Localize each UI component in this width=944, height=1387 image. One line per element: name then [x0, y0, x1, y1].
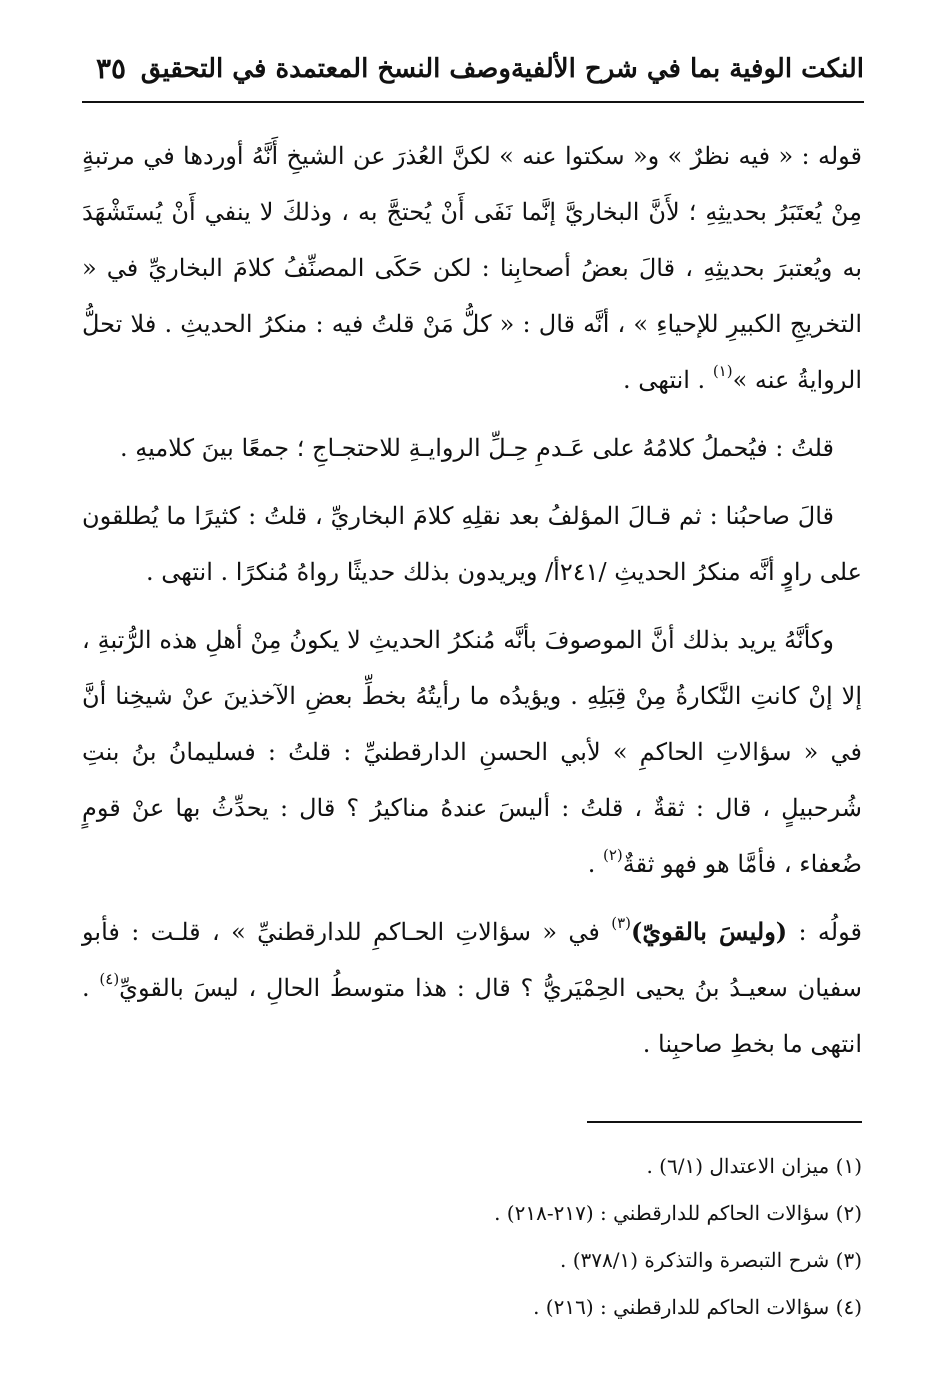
- paragraph-5: [82, 900, 862, 1072]
- paragraph-5-text: في « سؤالاتِ الحـاكمِ للدارقطنيِّ » ، قلـت : فأبو سفيان سعيـدُ بنُ يحيى الحِمْيَريُّ ؟ قال : هذا متوسطُ الحالِ ، ليسَ بالقويِّ: [82, 918, 862, 1002]
- page-number: ٣٥: [96, 52, 127, 85]
- paragraph-3: [82, 484, 862, 600]
- footnote-3: (٣) شرح التبصرة والتذكرة (٣٧٨/١) .: [559, 1248, 862, 1272]
- paragraph-2: [82, 416, 862, 476]
- quoted-term: (وليسَ بالقويّ): [631, 917, 788, 946]
- paragraph-3-text: قالَ صاحبُنا : ثم قـالَ المؤلفُ بعد نقلِهِ كلامَ البخاريِّ ، قلتُ : كثيرًا ما يُطلقون على راوٍ أنَّه منكرُ الحديثِ /٢٤١أ/ ويريدون بذلك حديثًا رواهُ مُنكرًا . انتهى .: [82, 502, 862, 586]
- footnote-1: (١) ميزان الاعتدال (٦/١) .: [646, 1154, 862, 1178]
- footnote-ref-1: (١): [712, 362, 733, 380]
- footnote-ref-2: (٢): [603, 846, 623, 864]
- footnotes: [82, 1143, 862, 1331]
- paragraph-4-text: وكأنَّهُ يريد بذلك أنَّ الموصوفَ بأنَّه مُنكرُ الحديثِ لا يكونُ مِنْ أهلِ هذه الرُّتبةِ ، إلا إنْ كانتِ النَّكارةُ مِنْ قِبَلِهِ . ويؤيدُه ما رأيتُهُ بخطِّ بعضِ الآخذينَ عنْ شيخِنا أنَّ في « سؤالاتِ الحاكمِ » لأبي الحسنِ الدارقطنيِّ : قلتُ : فسليمانُ بنُ بنتِ شُرحبيلٍ ، قال : ثقةٌ ، قلتُ : أليسَ عندهُ مناكيرُ ؟ قال : يحدِّثُ بها عنْ قومٍ ضُعفاء ، فأمَّا هو فهو ثقةٌ: [82, 626, 862, 878]
- paragraph-1-text: قوله : « فيه نظرٌ » و« سكتوا عنه » لكنَّ العُذرَ عن الشيخِ أَنَّهُ أوردها في مرتبةٍ مِنْ يُعتَبَرُ بحديثِهِ ؛ لأَنَّ البخاريَّ إنَّما نَفَى أَنْ يُحتجَّ به ، وذلكَ لا ينفي أَنْ يُستَشْهَدَ به ويُعتبرَ بحديثِهِ ، قالَ بعضُ أصحابِنا : لكن حَكَى المصنِّفُ كلامَ البخاريِّ في « التخريجِ الكبيرِ للإحياءِ » ، أنَّه قال : « كلُّ مَنْ قلتُ فيه : منكرُ الحديثِ . فلا تحلُّ الروايةُ عنه »: [82, 142, 862, 394]
- footnote-ref-3: (٣): [611, 914, 631, 932]
- paragraph-1: [82, 128, 862, 408]
- footnote-4: (٤) سؤالات الحاكم للدارقطني : (٢١٦) .: [533, 1295, 862, 1319]
- paragraph-4-tail: .: [587, 850, 603, 878]
- main-text: [82, 128, 862, 1080]
- paragraph-5-tail: . انتهى ما بخطِ صاحبِنا .: [82, 974, 862, 1058]
- paragraph-4: [82, 608, 862, 892]
- running-header: [82, 44, 864, 98]
- paragraph-1-tail: . انتهى .: [623, 366, 713, 394]
- running-header-title: النكت الوفية بما في شرح الألفيةوصف النسخ المعتمدة في التحقيق: [140, 54, 864, 84]
- header-rule: [82, 101, 864, 103]
- paragraph-2-text: قلتُ : فيُحملُ كلامُهُ على عَـدمِ حِـلِّ الروايـةِ للاحتجـاجِ ؛ جمعًا بينَ كلاميهِ .: [120, 434, 834, 462]
- footnote-rule: [587, 1121, 862, 1123]
- footnote-2: (٢) سؤالات الحاكم للدارقطني : (٢١٧-٢١٨) .: [494, 1201, 862, 1225]
- paragraph-5-lead: قولُه :: [787, 918, 862, 946]
- footnote-ref-4: (٤): [99, 970, 120, 988]
